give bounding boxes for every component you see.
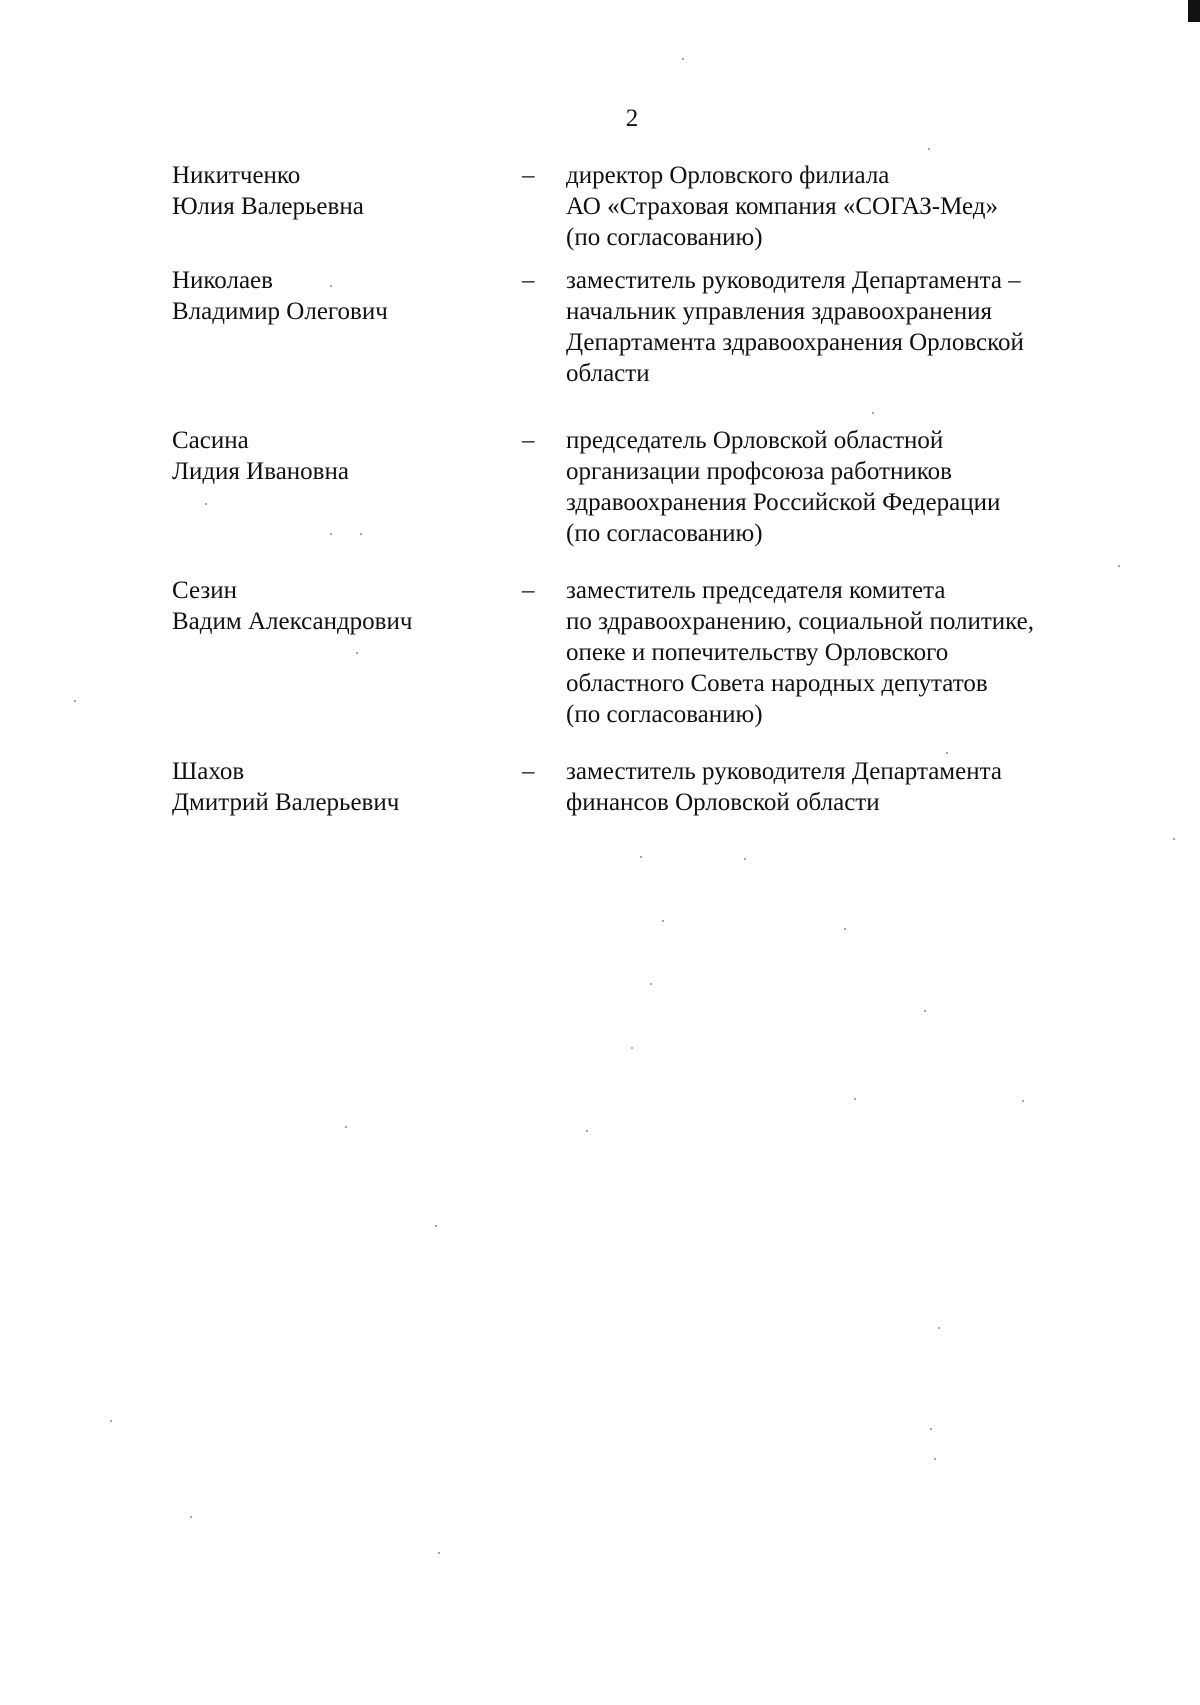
member-surname: Сасина	[172, 427, 249, 454]
member-role-line: области	[566, 360, 650, 387]
scan-speck	[934, 1458, 936, 1460]
member-role	[566, 160, 1106, 253]
member-role-line: заместитель руководителя Департамента	[566, 758, 1002, 785]
scan-speck	[946, 752, 948, 754]
member-role-line: областного Совета народных депутатов	[566, 670, 988, 697]
scan-speck	[110, 1420, 112, 1422]
member-dash: –	[522, 162, 535, 189]
member-given-names: Лидия Ивановна	[172, 458, 349, 485]
member-dash: –	[522, 267, 535, 294]
member-role-line: финансов Орловской области	[566, 789, 880, 816]
member-given-names: Дмитрий Валерьевич	[172, 789, 400, 816]
member-entry	[172, 575, 1092, 730]
scan-speck	[586, 1130, 588, 1132]
member-given-names: Владимир Олегович	[172, 298, 388, 325]
member-surname: Шахов	[172, 758, 245, 785]
member-role-line: начальник управления здравоохранения	[566, 298, 993, 325]
member-role-line: АО «Страховая компания «СОГАЗ-Мед»	[566, 193, 998, 220]
scan-speck	[330, 285, 332, 287]
scan-speck	[74, 700, 76, 702]
member-role-line: председатель Орловской областной	[566, 427, 944, 454]
member-role	[566, 575, 1106, 730]
member-role	[566, 756, 1106, 818]
member-role-line: организации профсоюза работников	[566, 458, 952, 485]
scan-speck	[928, 148, 930, 150]
scan-speck	[356, 652, 358, 654]
scan-speck	[930, 1428, 932, 1430]
scan-speck	[205, 503, 207, 505]
scan-speck	[435, 1225, 437, 1227]
member-role-line: по здравоохранению, социальной политике,	[566, 608, 1035, 635]
member-role	[566, 265, 1106, 389]
member-surname: Сезин	[172, 577, 238, 604]
member-role-line: опеке и попечительству Орловского	[566, 639, 949, 666]
scan-speck	[1118, 565, 1120, 567]
scan-speck	[345, 1126, 347, 1128]
scan-speck	[744, 858, 746, 860]
scan-speck	[938, 1327, 940, 1329]
scan-speck	[1022, 1100, 1024, 1102]
member-role-line: заместитель председателя комитета	[566, 577, 946, 604]
scan-speck	[844, 928, 846, 930]
member-name	[172, 265, 512, 327]
scan-speck	[854, 1098, 856, 1100]
member-role-line: (по согласованию)	[566, 701, 763, 728]
member-entry	[172, 425, 1092, 549]
member-role	[566, 425, 1106, 549]
scan-speck	[190, 1516, 192, 1518]
member-entry	[172, 756, 1092, 818]
scan-speck	[650, 983, 652, 985]
scan-speck	[631, 1047, 633, 1049]
member-role-line: (по согласованию)	[566, 224, 763, 251]
member-role-line: заместитель руководителя Департамента –	[566, 267, 1021, 294]
member-given-names: Юлия Валерьевна	[172, 193, 364, 220]
member-surname: Никитченко	[172, 162, 301, 189]
member-dash: –	[522, 577, 535, 604]
scan-speck	[872, 412, 874, 414]
member-given-names: Вадим Александрович	[172, 608, 413, 635]
member-role-line: здравоохранения Российской Федерации	[566, 489, 1001, 516]
member-entry	[172, 265, 1092, 389]
page-number: 2	[625, 105, 639, 132]
member-dash: –	[522, 758, 535, 785]
member-role-line: директор Орловского филиала	[566, 162, 890, 189]
scan-speck	[640, 856, 642, 858]
corner-scan-mark	[1188, 0, 1200, 22]
member-entry	[172, 160, 1092, 251]
scan-speck	[924, 1010, 926, 1012]
scan-speck	[330, 533, 332, 535]
scan-speck	[662, 920, 664, 922]
member-surname: Николаев	[172, 267, 273, 294]
member-list	[172, 160, 1092, 818]
scan-speck	[1173, 838, 1175, 840]
scan-speck	[682, 58, 684, 60]
scan-speck	[360, 533, 362, 535]
member-role-line: (по согласованию)	[566, 520, 763, 547]
scan-speck	[438, 1552, 440, 1554]
member-role-line: Департамента здравоохранения Орловской	[566, 329, 1024, 356]
member-name	[172, 575, 512, 637]
member-dash: –	[522, 427, 535, 454]
member-name	[172, 160, 512, 222]
member-name	[172, 756, 512, 818]
member-name	[172, 425, 512, 487]
